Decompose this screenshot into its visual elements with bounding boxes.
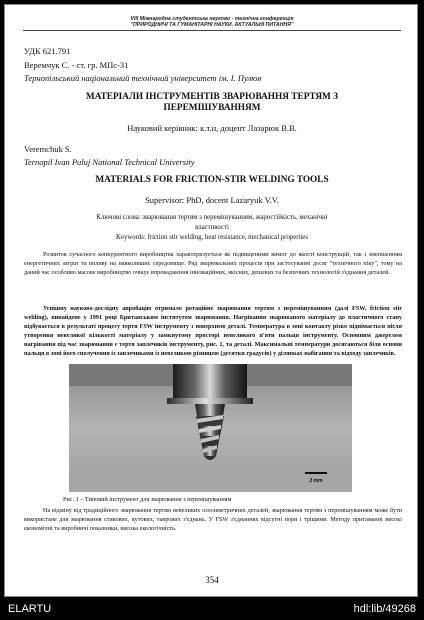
udk-code: УДК 621.791: [24, 46, 71, 56]
paragraph-advantages: На відміну від традиційного зварювання тертям невеликих осесиметричних деталей, зварювання тертям з перемішуванням може бути використане для зварювання стикових, кутових, таврових з'єднань. У FSW з'єднаннях відсутні пори і тріщини. Методу притаманні високі економічні та виробничі показники, висока екологічність.: [24, 507, 402, 533]
paragraph-fsw-description: Успішну науково-дослідну апробацію отримало ротаційне зварювання тертям з перемішуванням (далі FSW, friction stir welding), винайдене у 1991 році Британським інститутом зварювання. Нагрівання зварюваного матеріалу до пластичного стану відбувається в результаті процесу тертя FSW інструменту з поверхнею деталі. Температура в зоні контакту різко піднімається після утворення невеликої кількості матеріалу у замкнутому просторі невеликого п'яти пальця інструменту. Основним джерелом нагрівання під час зварювання є тертя заплечиків інструменту, рис. 1, та деталі. Максимальні температури досягаються біля основи пальця в зоні його сполучення із заплечиками із невеликою різницею (десятки градусів) у ділянках набігання та відходу заплечиків.: [24, 305, 402, 358]
page-number: 354: [205, 575, 219, 585]
author-ua: Веремчук С. - ст. гр. МПс-31: [24, 60, 129, 70]
scale-label: 2 mm: [309, 478, 323, 484]
scale-bar: [305, 472, 327, 474]
conference-header: [5, 16, 418, 28]
supervisor-en: Supervisor: PhD, docent Lazaryuk V.V.: [145, 195, 279, 205]
conference-line-1: VIII Міжнародна студентська науково - технічна конференція: [130, 16, 294, 22]
fsw-tool-image: [69, 364, 352, 492]
figure-fsw-tool-photo: [69, 364, 352, 492]
affiliation-ua: Тернопільський національний технічний університет ім. І. Пулюя: [24, 73, 262, 83]
paragraph-intro: Розвиток сучасного конкурентного виробництва характеризується як підвищеними вимог до якості конструкцій, так і зменшенням енергетичних затрат та впливу на навколишнє середовище. Ряд зварювальних процесів при застосуванні досяг "технічного піку", тому на даний час особливо масове виробництво очікує впровадження інноваційних, якісних, дешевих та безпечних технологій з'єднання деталей.: [24, 251, 402, 277]
conference-line-2: "ПРИРОДНИЧІ ТА ГУМАНІТАРНІ НАУКИ. АКТУАЛЬНІ ПИТАННЯ": [130, 22, 294, 28]
title-en: MATERIALS FOR FRICTION-STIR WELDING TOOLS: [95, 175, 329, 185]
header-rule: [23, 30, 401, 31]
affiliation-en: Ternopil Ivan Puluj National Technical University: [24, 157, 195, 167]
tool-shoulder: [167, 398, 253, 404]
supervisor-ua: Науковий керівник: к.т.н, доцент Лазарюк В.В.: [127, 123, 297, 133]
keywords-en: Keywords: friction stir welding, heat resistance, mechanical properties: [116, 234, 308, 241]
keywords-ua-line-2: властивості: [195, 224, 229, 231]
footer-handle-id[interactable]: hdl:lib/49268: [353, 603, 416, 615]
tool-shank: [173, 364, 247, 398]
figure-caption: Рис. 1 – Типовий інструмент для зварювання з перемішуванням: [63, 496, 232, 503]
keywords-ua-line-1: Ключові слова: зварювання тертям з перемішуванням, жаростійкість, механічні: [96, 214, 328, 221]
author-en: Veremchuk S.: [24, 144, 72, 154]
document-page: [4, 4, 418, 597]
title-ua-line-2: ПЕРЕМІШУВАННЯМ: [163, 103, 261, 113]
footer-repository-name[interactable]: ELARTU: [8, 603, 52, 615]
title-ua-line-1: МАТЕРІАЛИ ІНСТРУМЕНТІВ ЗВАРЮВАННЯ ТЕРТЯМ З: [85, 92, 339, 102]
